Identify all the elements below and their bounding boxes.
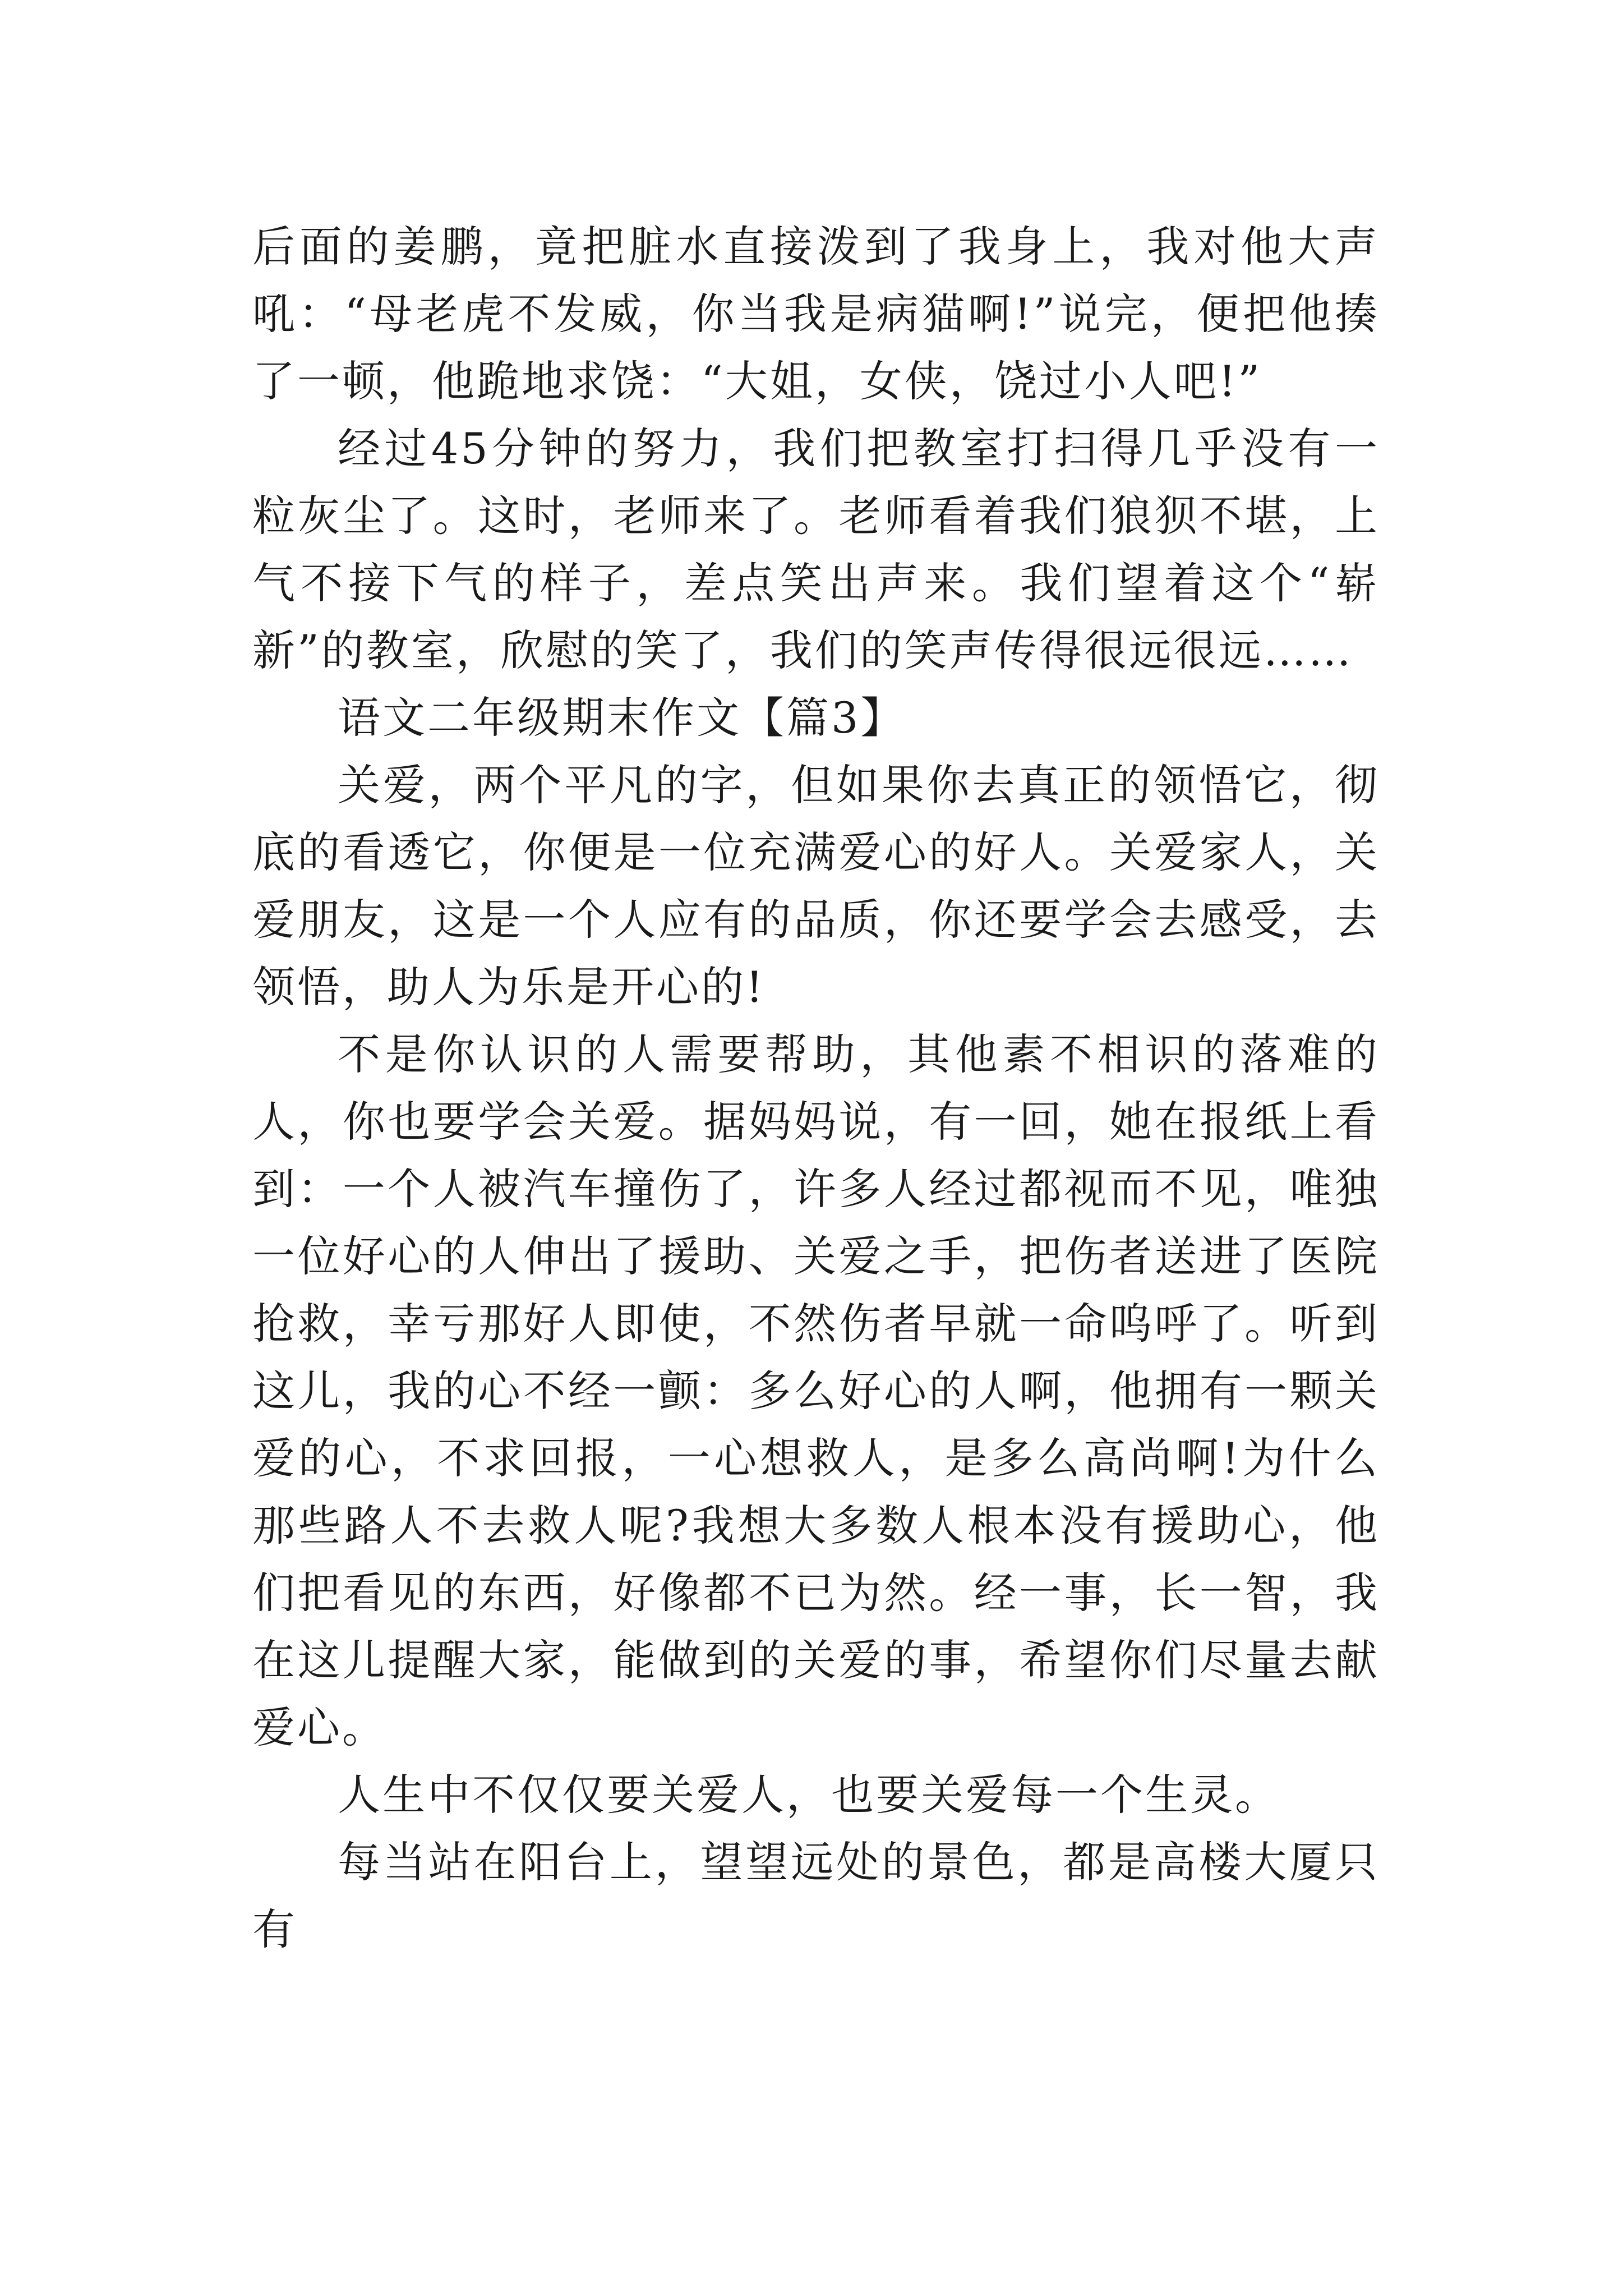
essay-body (252, 213, 1380, 1963)
paragraph-3: 关爱，两个平凡的字，但如果你去真正的领悟它，彻底的看透它，你便是一位充满爱心的好人。关爱家人，关爱朋友，这是一个人应有的品质，你还要学会去感受，去领悟，助人为乐是开心的! (252, 760, 1380, 1012)
paragraph-4: 不是你认识的人需要帮助，其他素不相识的落难的人，你也要学会关爱。据妈妈说，有一回，她在报纸上看到：一个人被汽车撞伤了，许多人经过都视而不见，唯独一位好心的人伸出了援助、关爱之手，把伤者送进了医院抢救，幸亏那好人即使，不然伤者早就一命呜呼了。听到这儿，我的心不经一颤：多么好心的人啊，他拥有一颗关爱的心，不求回报，一心想救人，是多么高尚啊!为什么那些路人不去救人呢?我想大多数人根本没有援助心，他们把看见的东西，好像都不已为然。经一事，长一智，我在这儿提醒大家，能做到的关爱的事，希望你们尽量去献爱心。 (252, 1029, 1380, 1752)
paragraph-1: 后面的姜鹏，竟把脏水直接泼到了我身上，我对他大声吼：“母老虎不发威，你当我是病猫啊!”说完，便把他揍了一顿，他跪地求饶：“大姐，女侠，饶过小人吧!” (252, 222, 1380, 406)
paragraph-2: 经过45分钟的努力，我们把教室打扫得几乎没有一粒灰尘了。这时，老师来了。老师看着我们狼狈不堪，上气不接下气的样子，差点笑出声来。我们望着这个“崭新”的教室，欣慰的笑了，我们的笑声传得很远很远…… (252, 424, 1380, 675)
section-heading: 语文二年级期末作文【篇3】 (338, 693, 906, 743)
paragraph-5: 人生中不仅仅要关爱人，也要关爱每一个生灵。 (338, 1770, 1280, 1820)
paragraph-6: 每当站在阳台上，望望远处的景色，都是高楼大厦只有 (252, 1837, 1380, 1954)
